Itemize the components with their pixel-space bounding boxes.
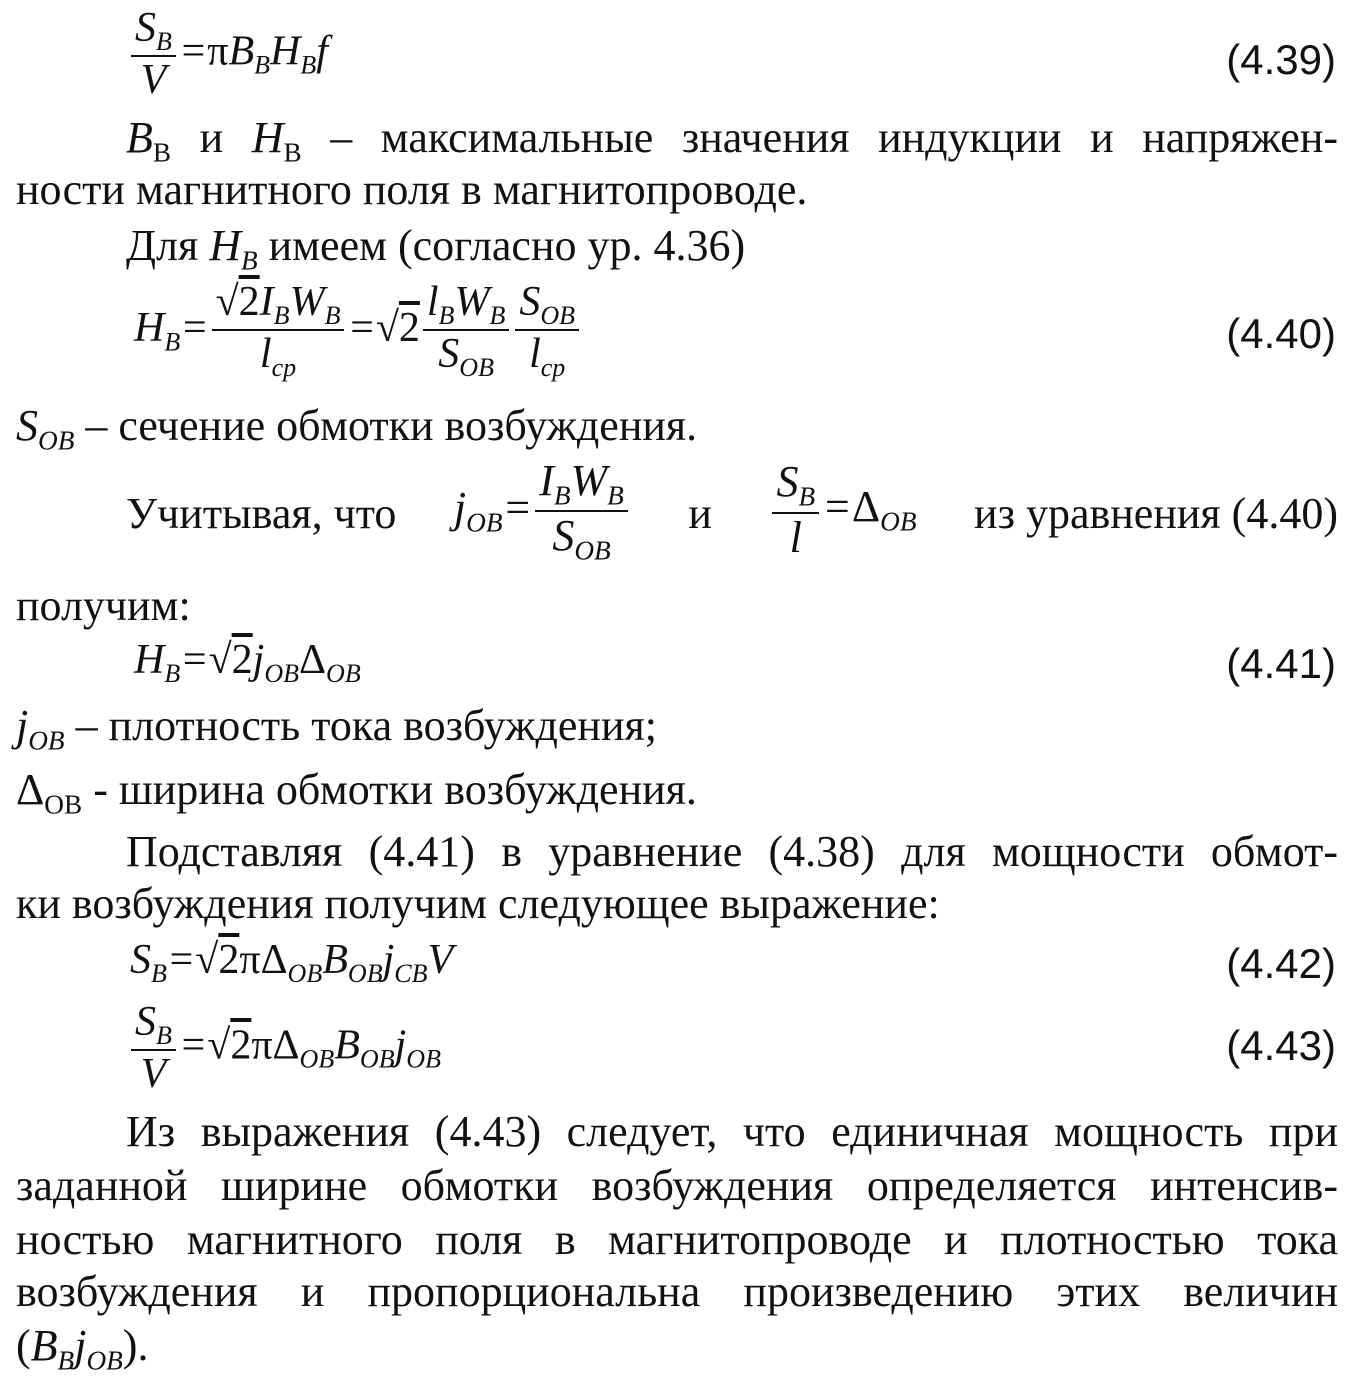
paragraph-line: ности магнитного поля в магнитопроводе. bbox=[16, 165, 808, 214]
paragraph-line: получим: bbox=[16, 581, 191, 630]
paragraph-line: ностью магнитного поля в магнитопроводе и плотностью тока bbox=[16, 1215, 1338, 1264]
equation-number: (4.43) bbox=[1226, 1022, 1336, 1069]
equation-4-43: $\frac{S_В}{V}$ $=√2\pi\Delta_{ОВ}B_{ОВ}j_{ОВ}$ bbox=[128, 1000, 441, 1098]
paragraph-line: Из выражения (4.43) следует, что единичная мощность при bbox=[126, 1107, 1338, 1156]
paragraph-line: Учитывая, что $j_{ОВ}=$ $\frac{I_ВW_В}{S_{ОВ}}$ и $\frac{S_В}{l}$ $=\Delta_{ОВ}$ из уравнения (4.40) bbox=[126, 455, 1338, 566]
paragraph-line: $S_{ОВ}$ – сечение обмотки возбуждения. bbox=[16, 401, 698, 456]
equation-4-40: $H_В=$ $\frac{√2I_ВW_В}{l_{ср}}$ =√2 $\frac{l_ВW_В}{S_{ОВ}}$ $\frac{S_{ОВ}}{l_{ср}}$ bbox=[134, 280, 582, 383]
paragraph-line: возбуждения и пропорциональна произведению этих величин bbox=[16, 1267, 1338, 1316]
equation-4-42: $S_В=√2\pi\Delta_{ОВ}B_{ОВ}j_{СВ}V$ bbox=[130, 937, 454, 989]
paragraph-line: $\Delta_{ОВ}$ - ширина обмотки возбуждения. bbox=[16, 765, 697, 820]
paragraph-line: Для $H_В$ имеем (согласно ур. 4.36) bbox=[126, 221, 746, 276]
paragraph-line: $j_{ОВ}$ – плотность тока возбуждения; bbox=[16, 701, 657, 756]
paragraph-line: $(B_Вj_{ОВ})$. bbox=[16, 1321, 149, 1376]
equation-number: (4.40) bbox=[1226, 310, 1336, 357]
paragraph-line: $B_В$ и $H_В$ – максимальные значения индукции и напряжен- bbox=[126, 113, 1339, 168]
equation-number: (4.41) bbox=[1226, 640, 1336, 687]
equation-4-41: $H_В=√2j_{ОВ}\Delta_{ОВ}$ bbox=[134, 637, 361, 689]
equation-4-39: $\frac{S_В}{V}$ $=\pi B_ВH_Вf$ bbox=[128, 6, 328, 104]
equation-number: (4.42) bbox=[1226, 940, 1336, 987]
paragraph-line: ки возбуждения получим следующее выражение: bbox=[16, 879, 940, 928]
equation-number: (4.39) bbox=[1226, 36, 1336, 83]
paragraph-line: заданной ширине обмотки возбуждения определяется интенсив- bbox=[16, 1161, 1338, 1210]
paragraph-line: Подставляя (4.41) в уравнение (4.38) для мощности обмот- bbox=[126, 827, 1338, 876]
